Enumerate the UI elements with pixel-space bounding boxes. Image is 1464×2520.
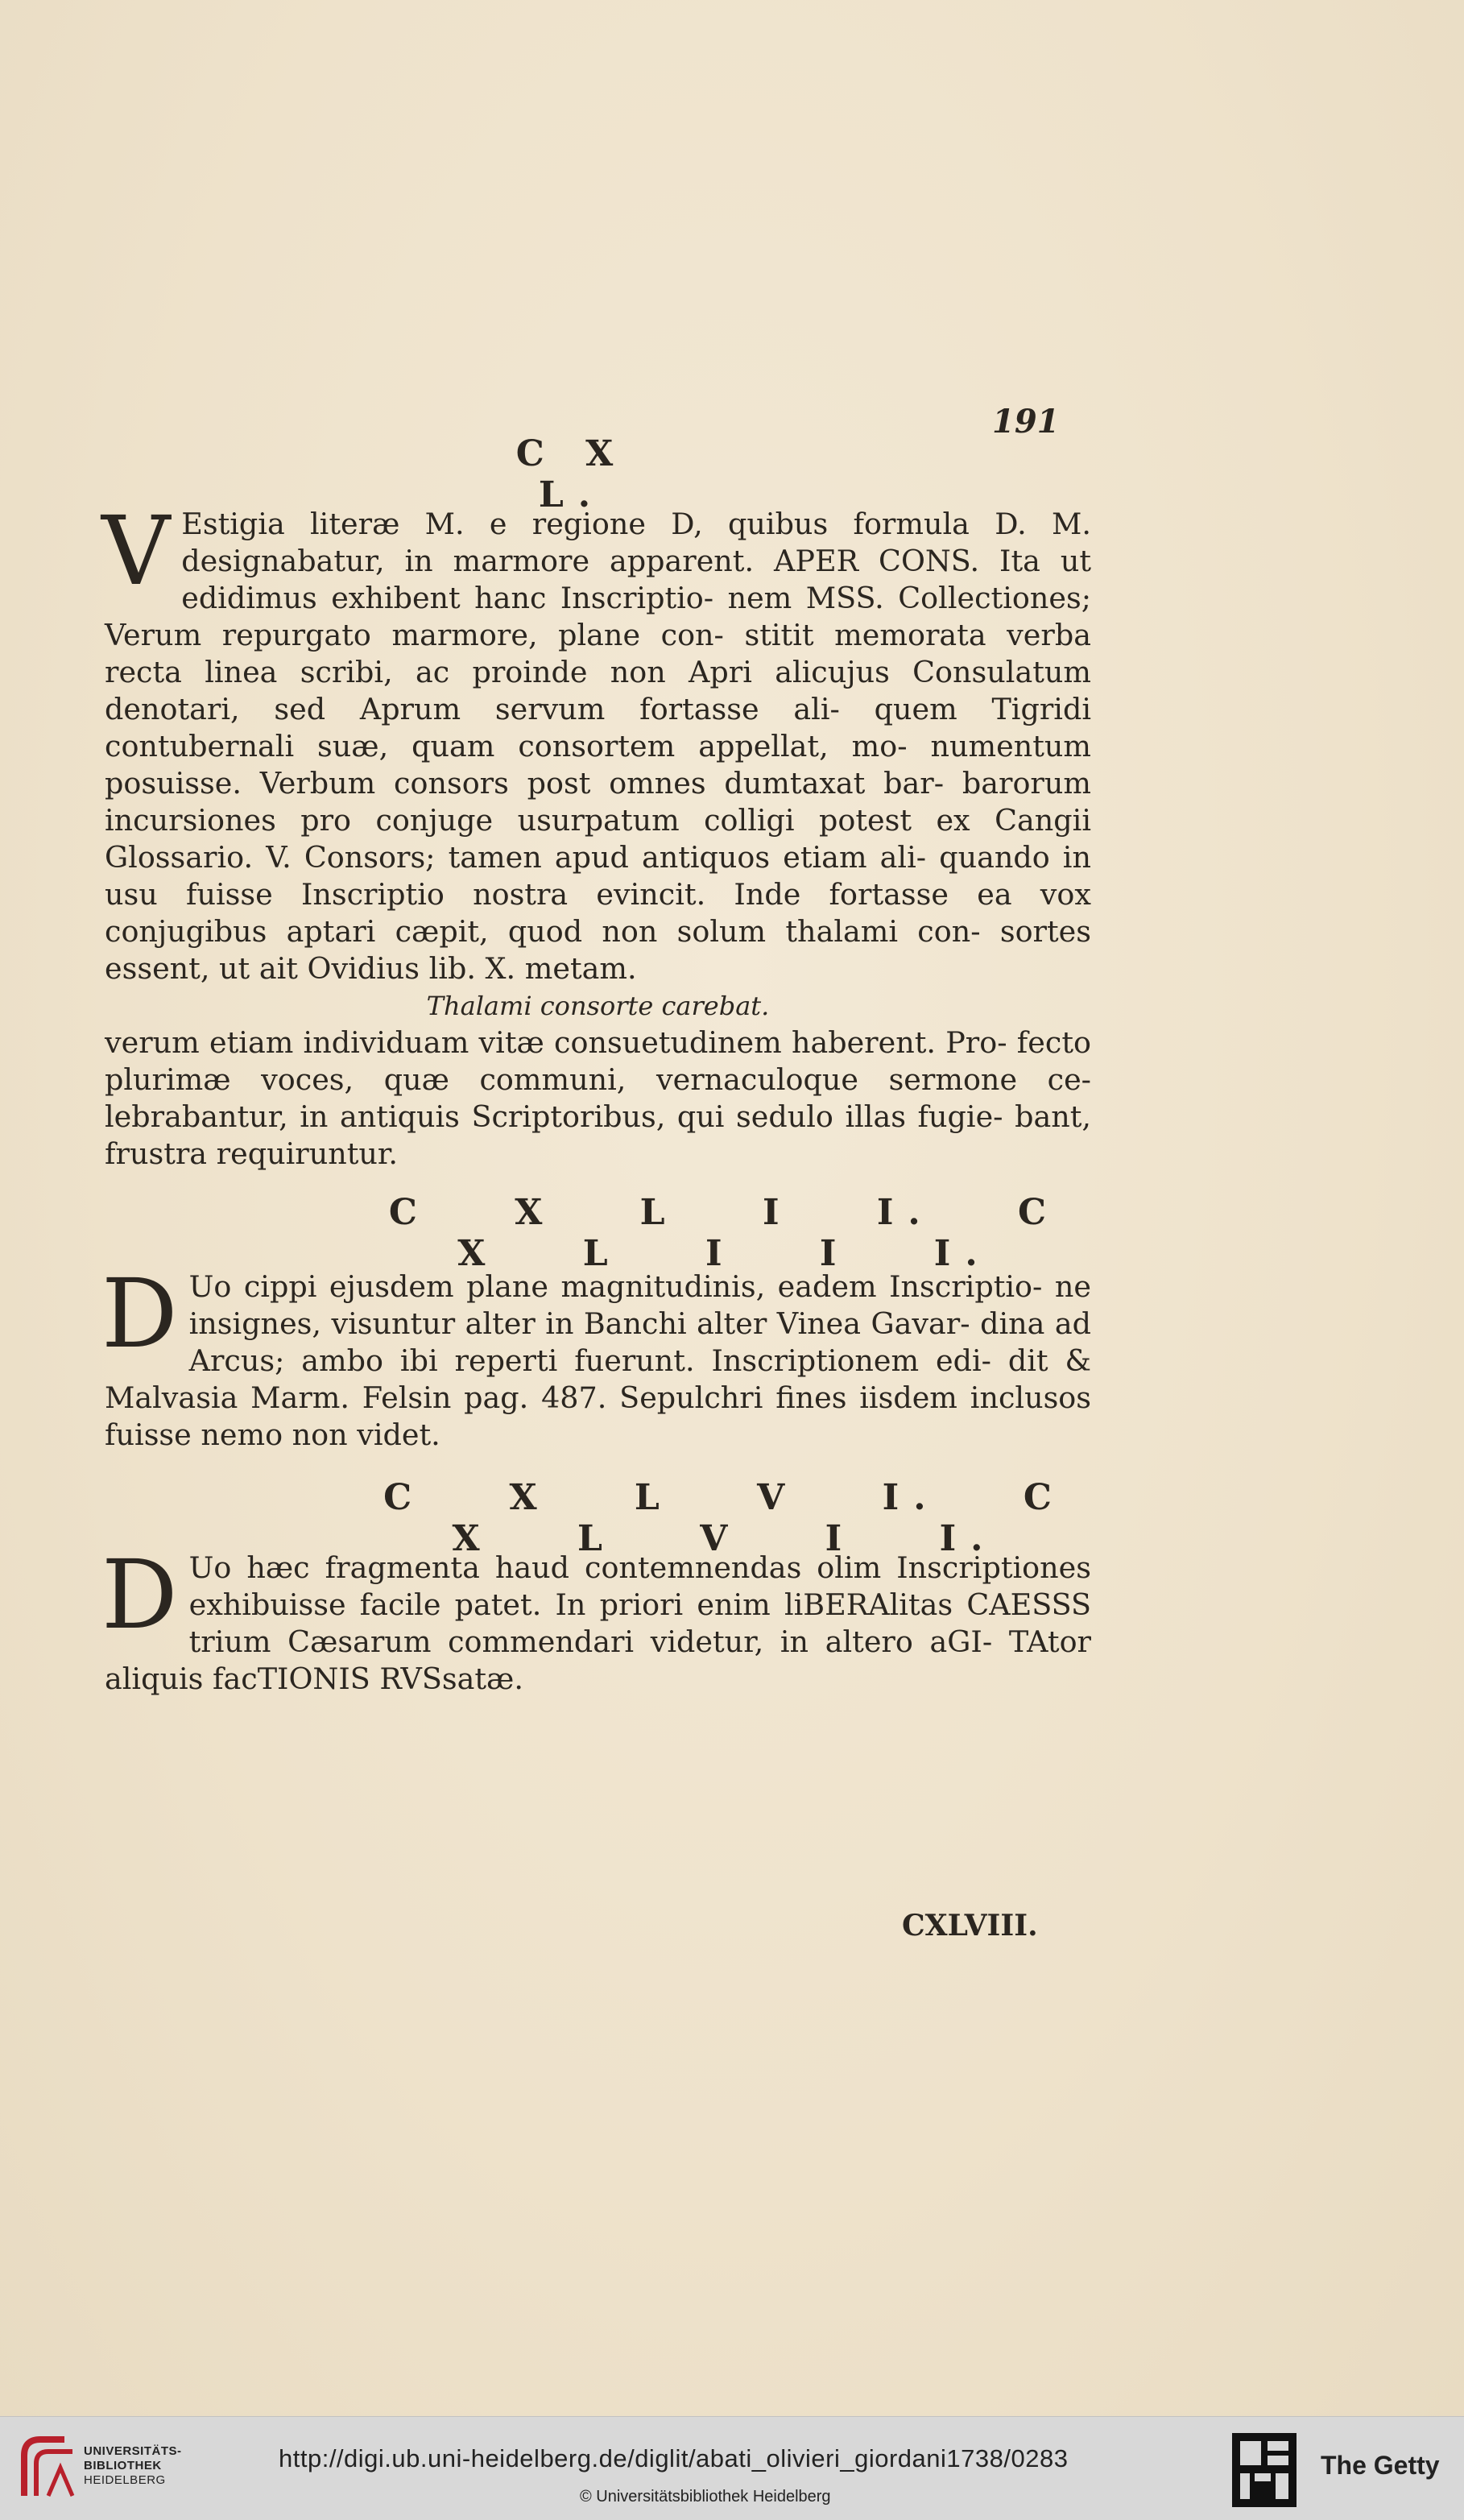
copyright-notice: © Universitätsbibliothek Heidelberg — [580, 2488, 831, 2506]
library-name-line2: BIBLIOTHEK — [84, 2459, 162, 2472]
text-line: Cangii Glossario. V. Consors; tamen apud antiquos etiam ali- — [105, 803, 1091, 875]
university-library-logo-icon — [16, 2431, 84, 2504]
paragraph — [101, 1539, 1091, 1698]
text-line: Estigia literæ M. e regione D, quibus formula D. M. — [181, 507, 1091, 541]
drop-cap: D — [101, 1258, 178, 1369]
section-body-cxlvi-cxlvii — [101, 1539, 1091, 1698]
viewer-footer — [0, 2416, 1464, 2520]
page-number: 191 — [992, 403, 1060, 441]
catchword: CXLVIII. — [902, 1909, 1038, 1943]
text-line: ne insignes, visuntur alter in Banchi alter Vinea Gavar- — [188, 1269, 1091, 1341]
text-line: quando in usu fuisse Inscriptio nostra evincit. Inde fortasse — [105, 840, 1091, 912]
section-heading-cxlvi-cxlvii: C X L V I. C X L V I I. — [383, 1477, 1066, 1559]
text-line: numentum posuisse. Verbum consors post omnes dumtaxat bar- — [105, 729, 1091, 801]
text-line: TAtor aliquis facTIONIS RVSsatæ. — [105, 1624, 1091, 1696]
text-line: Uo cippi ejusdem plane magnitudinis, eadem Inscriptio- — [188, 1269, 1043, 1304]
text-line: exhibuisse facile patet. In priori enim liBERAlitas — [188, 1587, 953, 1622]
section-heading-cxl: C X L. — [515, 433, 628, 515]
library-name — [84, 2444, 182, 2488]
text-line: bant, frustra requiruntur. — [105, 1099, 1091, 1171]
text-line: Uo hæc fragmenta haud contemnendas olim Inscriptiones — [188, 1550, 1091, 1585]
text-line: designabatur, in marmore apparent. — [181, 544, 755, 578]
text-line: inclusos fuisse nemo non videt. — [105, 1380, 1092, 1452]
text-line: dit & Malvasia Marm. Felsin pag. 487. Sepulchri fines iisdem — [105, 1343, 1091, 1415]
section-body-cxl — [101, 495, 1092, 1173]
text-line: quem Tigridi contubernali suæ, quam consortem appellat, mo- — [105, 692, 1092, 763]
text-line: ea vox conjugibus aptari cæpit, quod non solum thalami con- — [105, 877, 1091, 949]
verse-quote: Thalami consorte carebat. — [426, 991, 770, 1021]
text-line: dina ad Arcus; ambo ibi reperti fuerunt. Inscriptionem edi- — [188, 1306, 1091, 1378]
text-line: alicujus Consulatum denotari, sed Aprum servum fortasse ali- — [105, 655, 1091, 726]
text-line: lebrabantur, in antiquis Scriptoribus, qui sedulo illas fugie- — [105, 1099, 1003, 1134]
permalink-url[interactable]: http://digi.ub.uni-heidelberg.de/diglit/abati_olivieri_giordani1738/0283 — [279, 2444, 1069, 2472]
paragraph — [101, 1258, 1092, 1454]
section-heading-cxlii-cxliii: C X L I I. C X L I I I. — [388, 1192, 1061, 1274]
library-name-line3: HEIDELBERG — [84, 2473, 166, 2487]
text-line: sortes essent, ut ait Ovidius lib. X. metam. — [105, 914, 1091, 986]
text-line: fecto plurimæ voces, quæ communi, vernaculoque sermone ce- — [105, 1025, 1091, 1097]
text-line: nem MSS. Collectiones; Verum repurgato marmore, plane con- — [105, 581, 1091, 652]
partner-name: The Getty — [1321, 2451, 1440, 2480]
getty-logo-icon — [1232, 2433, 1297, 2507]
paragraph — [101, 495, 1092, 987]
paragraph — [105, 1024, 1091, 1173]
library-name-line1: UNIVERSITÄTS- — [84, 2444, 182, 2458]
text-line: CAESSS trium Cæsarum commendari videtur, in altero aGI- — [188, 1587, 1091, 1659]
text-line: verum etiam individuam vitæ consuetudinem haberent. Pro- — [105, 1025, 1007, 1060]
text-line: stitit memorata verba recta linea scribi, ac proinde non Apri — [105, 618, 1091, 689]
text-line: barorum incursiones pro conjuge usurpatum colligi potest ex — [105, 766, 1091, 838]
drop-cap: D — [101, 1539, 178, 1650]
drop-cap: V — [101, 495, 171, 606]
text-line: APER CONS. Ita ut edidimus exhibent hanc Inscriptio- — [181, 544, 1091, 615]
section-body-cxlii-cxliii — [101, 1258, 1092, 1454]
